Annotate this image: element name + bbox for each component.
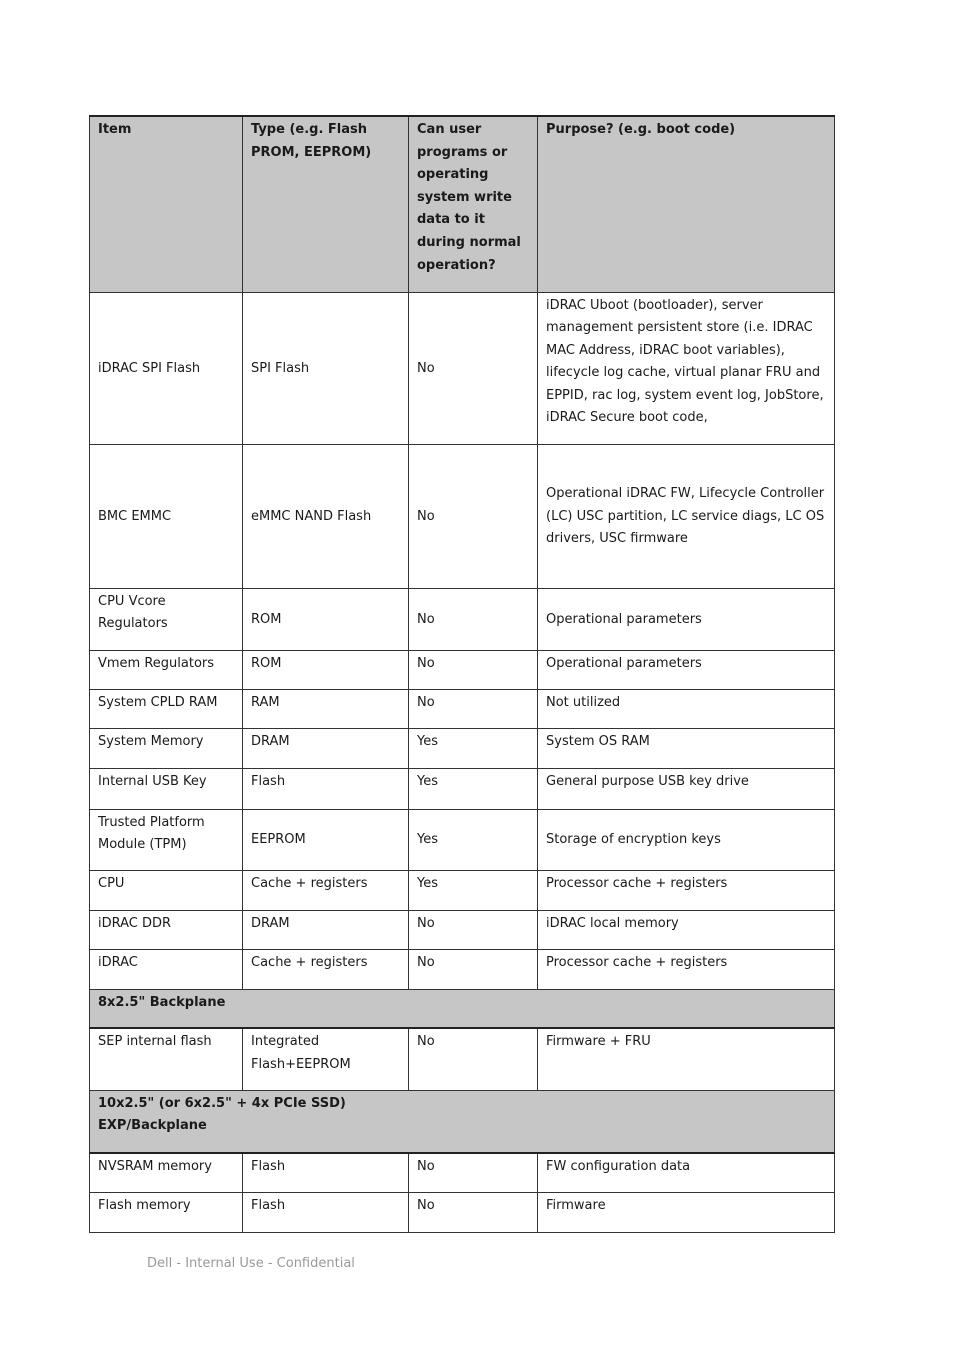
cell-purpose: FW configuration data bbox=[538, 1153, 835, 1192]
table-row bbox=[90, 689, 835, 728]
cell-purpose: Operational parameters bbox=[538, 650, 835, 689]
cell-purpose: Not utilized bbox=[538, 689, 835, 728]
header-type: Type (e.g. Flash PROM, EEPROM) bbox=[243, 116, 409, 292]
cell-item: System Memory bbox=[90, 728, 243, 768]
table-row bbox=[90, 728, 835, 768]
cell-purpose: iDRAC local memory bbox=[538, 910, 835, 949]
cell-writable: No bbox=[409, 1028, 538, 1090]
cell-item: SEP internal flash bbox=[90, 1028, 243, 1090]
cell-type: Cache + registers bbox=[243, 949, 409, 989]
cell-type: ROM bbox=[243, 588, 409, 650]
section-row bbox=[90, 989, 835, 1028]
cell-writable: Yes bbox=[409, 768, 538, 809]
section-row bbox=[90, 1090, 835, 1153]
cell-writable: No bbox=[409, 588, 538, 650]
cell-purpose: Operational iDRAC FW, Lifecycle Controller (LC) USC partition, LC service diags, LC OS drivers, USC firmware bbox=[538, 444, 835, 588]
table-row bbox=[90, 1153, 835, 1192]
section-label-text: 10x2.5" (or 6x2.5" + 4x PCIe SSD) EXP/Backplane bbox=[98, 1095, 346, 1134]
table-row bbox=[90, 588, 835, 650]
cell-type: RAM bbox=[243, 689, 409, 728]
table-row bbox=[90, 292, 835, 444]
cell-writable: No bbox=[409, 292, 538, 444]
cell-writable: No bbox=[409, 910, 538, 949]
cell-item: iDRAC bbox=[90, 949, 243, 989]
cell-item: Trusted Platform Module (TPM) bbox=[90, 809, 243, 870]
section-label: 8x2.5" Backplane bbox=[90, 989, 835, 1028]
table-header-row bbox=[90, 116, 835, 292]
cell-type: Flash bbox=[243, 1153, 409, 1192]
cell-item: iDRAC SPI Flash bbox=[90, 292, 243, 444]
table-row bbox=[90, 768, 835, 809]
cell-item: Vmem Regulators bbox=[90, 650, 243, 689]
cell-type: ROM bbox=[243, 650, 409, 689]
cell-writable: Yes bbox=[409, 809, 538, 870]
cell-item: CPU bbox=[90, 870, 243, 910]
cell-writable: Yes bbox=[409, 870, 538, 910]
cell-purpose: Storage of encryption keys bbox=[538, 809, 835, 870]
cell-purpose: Firmware bbox=[538, 1192, 835, 1232]
confidentiality-footer: Dell - Internal Use - Confidential bbox=[147, 1256, 355, 1271]
table-row bbox=[90, 1028, 835, 1090]
cell-purpose: Processor cache + registers bbox=[538, 949, 835, 989]
header-writable: Can user programs or operating system write data to it during normal operation? bbox=[409, 116, 538, 292]
cell-item: Flash memory bbox=[90, 1192, 243, 1232]
table-row bbox=[90, 1192, 835, 1232]
cell-writable: Yes bbox=[409, 728, 538, 768]
table-row bbox=[90, 870, 835, 910]
section-label bbox=[90, 1090, 835, 1153]
cell-writable: No bbox=[409, 689, 538, 728]
cell-writable: No bbox=[409, 949, 538, 989]
cell-type: SPI Flash bbox=[243, 292, 409, 444]
cell-type: EEPROM bbox=[243, 809, 409, 870]
cell-writable: No bbox=[409, 1192, 538, 1232]
cell-item: NVSRAM memory bbox=[90, 1153, 243, 1192]
cell-writable: No bbox=[409, 444, 538, 588]
cell-type: DRAM bbox=[243, 728, 409, 768]
header-purpose: Purpose? (e.g. boot code) bbox=[538, 116, 835, 292]
cell-type: Flash bbox=[243, 1192, 409, 1232]
cell-item: Internal USB Key bbox=[90, 768, 243, 809]
cell-type: Integrated Flash+EEPROM bbox=[243, 1028, 409, 1090]
cell-item: System CPLD RAM bbox=[90, 689, 243, 728]
table-row bbox=[90, 650, 835, 689]
cell-purpose: Processor cache + registers bbox=[538, 870, 835, 910]
cell-type: Cache + registers bbox=[243, 870, 409, 910]
cell-purpose: General purpose USB key drive bbox=[538, 768, 835, 809]
table-row bbox=[90, 444, 835, 588]
cell-type: Flash bbox=[243, 768, 409, 809]
cell-purpose: iDRAC Uboot (bootloader), server management persistent store (i.e. IDRAC MAC Address, iDRAC boot variables), lifecycle log cache, virtual planar FRU and EPPID, rac log, system event log, JobStore, iDRAC Secure boot code, bbox=[538, 292, 835, 444]
cell-writable: No bbox=[409, 1153, 538, 1192]
cell-item: CPU Vcore Regulators bbox=[90, 588, 243, 650]
cell-purpose: System OS RAM bbox=[538, 728, 835, 768]
header-item: Item bbox=[90, 116, 243, 292]
cell-purpose: Firmware + FRU bbox=[538, 1028, 835, 1090]
memory-table bbox=[89, 115, 835, 1233]
cell-purpose: Operational parameters bbox=[538, 588, 835, 650]
cell-item: iDRAC DDR bbox=[90, 910, 243, 949]
table-row bbox=[90, 949, 835, 989]
cell-writable: No bbox=[409, 650, 538, 689]
cell-type: eMMC NAND Flash bbox=[243, 444, 409, 588]
table-row bbox=[90, 809, 835, 870]
cell-item: BMC EMMC bbox=[90, 444, 243, 588]
cell-type: DRAM bbox=[243, 910, 409, 949]
table-row bbox=[90, 910, 835, 949]
